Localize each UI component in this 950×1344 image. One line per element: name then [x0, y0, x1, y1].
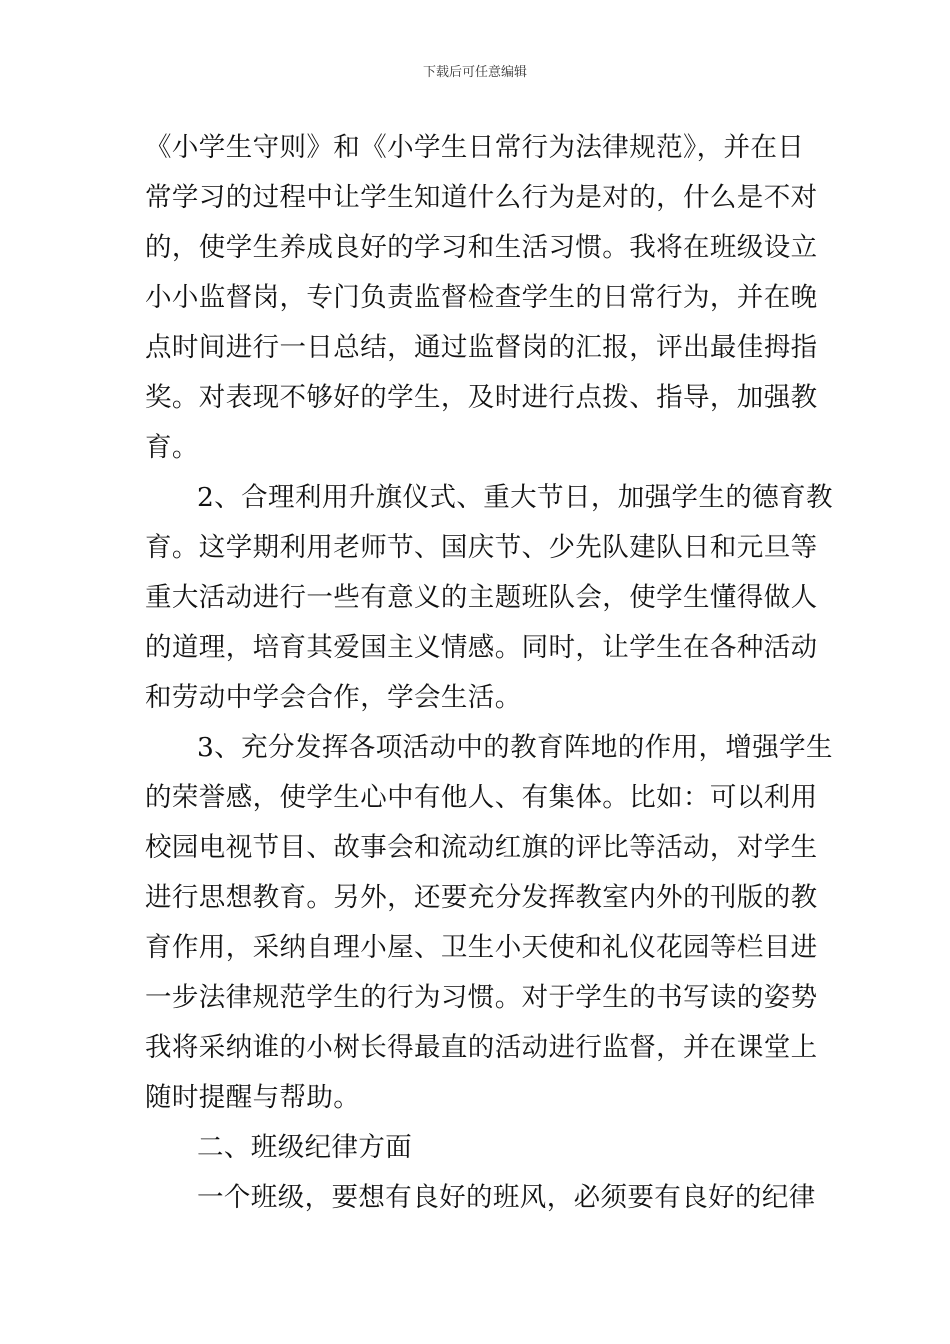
text-line-8: 2、合理利用升旗仪式、重大节日，加强学生的德育教 [197, 482, 833, 513]
text-line-17: 育作用，采纳自理小屋、卫生小天使和礼仪花园等栏目进 [145, 932, 818, 963]
text-line-4: 小小监督岗，专门负责监督检查学生的日常行为，并在晚 [145, 282, 818, 313]
text-line-6: 奖。对表现不够好的学生，及时进行点拨、指导，加强教 [145, 382, 818, 413]
text-line-15: 校园电视节目、故事会和流动红旗的评比等活动，对学生 [145, 832, 818, 863]
text-line-9: 育。这学期利用老师节、国庆节、少先队建队日和元旦等 [145, 532, 818, 563]
text-line-22: 一个班级，要想有良好的班风，必须要有良好的纪律 [197, 1182, 816, 1213]
text-line-18: 一步法律规范学生的行为习惯。对于学生的书写读的姿势 [145, 982, 818, 1013]
text-line-1: 《小学生守则》和《小学生日常行为法律规范》，并在日 [145, 132, 805, 163]
text-line-16: 进行思想教育。另外，还要充分发挥教室内外的刊版的教 [145, 882, 818, 913]
text-line-12: 和劳动中学会合作，学会生活。 [145, 682, 522, 713]
section-heading: 二、班级纪律方面 [197, 1132, 413, 1163]
text-line-13: 3、充分发挥各项活动中的教育阵地的作用，增强学生 [197, 732, 833, 763]
text-line-14: 的荣誉感，使学生心中有他人、有集体。比如：可以利用 [145, 782, 818, 813]
text-line-2: 常学习的过程中让学生知道什么行为是对的，什么是不对 [145, 182, 818, 213]
text-line-3: 的，使学生养成良好的学习和生活习惯。我将在班级设立 [145, 232, 818, 263]
page-header: 下载后可任意编辑 [422, 65, 527, 80]
document-body [145, 123, 833, 1223]
text-line-5: 点时间进行一日总结，通过监督岗的汇报，评出最佳拇指 [145, 332, 818, 363]
text-line-20: 随时提醒与帮助。 [145, 1082, 361, 1113]
text-line-19: 我将采纳谁的小树长得最直的活动进行监督，并在课堂上 [145, 1032, 818, 1063]
text-line-7: 育。 [145, 432, 199, 463]
text-line-11: 的道理，培育其爱国主义情感。同时，让学生在各种活动 [145, 632, 818, 663]
text-line-10: 重大活动进行一些有意义的主题班队会，使学生懂得做人 [145, 582, 818, 613]
